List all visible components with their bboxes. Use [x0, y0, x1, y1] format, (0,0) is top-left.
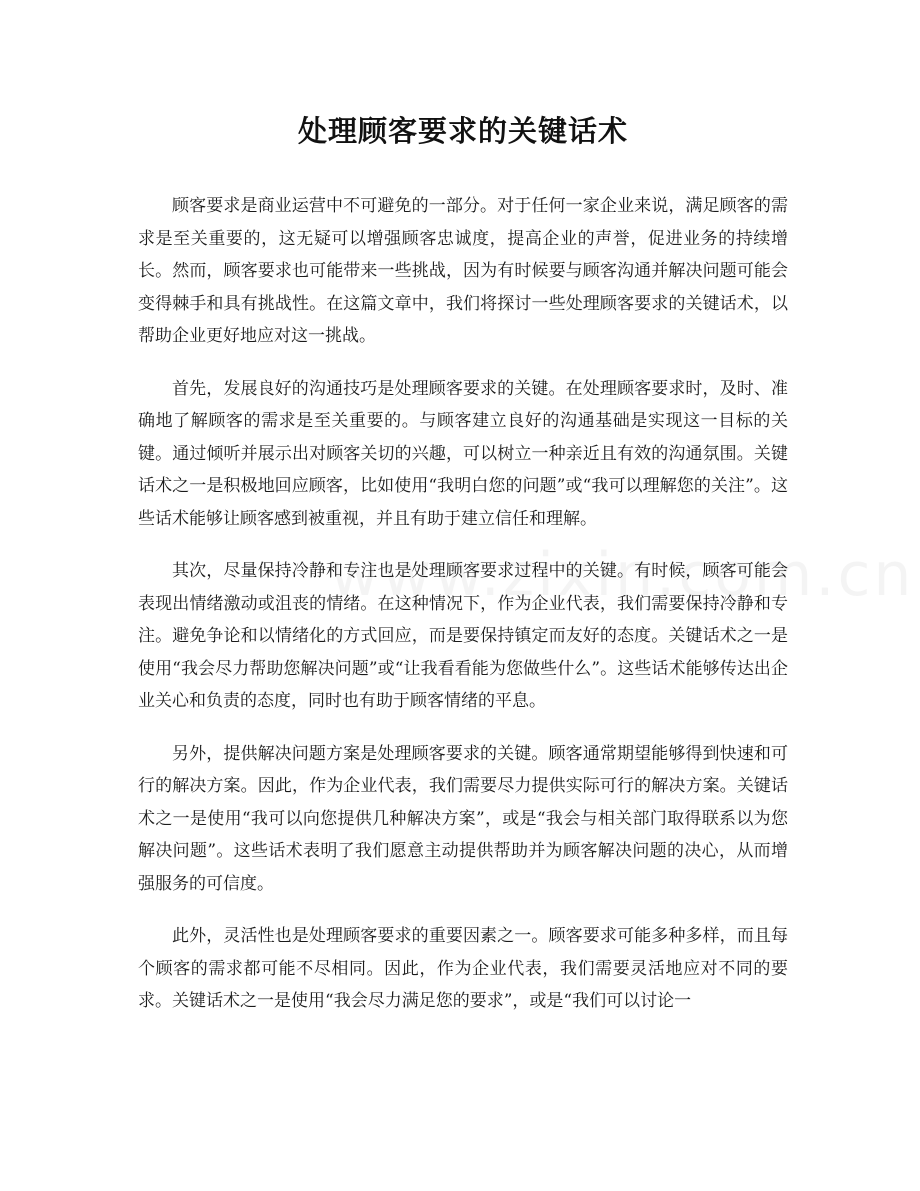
- document-title: 处理顾客要求的关键话术: [297, 114, 628, 148]
- paragraph-2: 首先，发展良好的沟通技巧是处理顾客要求的关键。在处理顾客要求时，及时、准确地了解顾客的需求是至关重要的。与顾客建立良好的沟通基础是实现这一目标的关键。通过倾听并展示出对顾客关切的兴趣，可以树立一种亲近且有效的沟通氛围。关键话术之一是积极地回应顾客，比如使用“我明白您的问题”或“我可以理解您的关注”。这些话术能够让顾客感到被重视，并且有助于建立信任和理解。: [138, 378, 788, 529]
- paragraph-1: 顾客要求是商业运营中不可避免的一部分。对于任何一家企业来说，满足顾客的需求是至关重要的，这无疑可以增强顾客忠诚度，提高企业的声誉，促进业务的持续增长。然而，顾客要求也可能带来一些挑战，因为有时候要与顾客沟通并解决问题可能会变得棘手和具有挑战性。在这篇文章中，我们将探讨一些处理顾客要求的关键话术，以帮助企业更好地应对这一挑战。: [138, 196, 788, 346]
- paragraph-3: 其次，尽量保持冷静和专注也是处理顾客要求过程中的关键。有时候，顾客可能会表现出情绪激动或沮丧的情绪。在这种情况下，作为企业代表，我们需要保持冷静和专注。避免争论和以情绪化的方式回应，而是要保持镇定而友好的态度。关键话术之一是使用“我会尽力帮助您解决问题”或“让我看看能为您做些什么”。这些话术能够传达出企业关心和负责的态度，同时也有助于顾客情绪的平息。: [138, 561, 788, 711]
- document-body: [138, 190, 788, 1018]
- paragraph-5: 此外，灵活性也是处理顾客要求的重要因素之一。顾客要求可能多种多样，而且每个顾客的需求都可能不尽相同。因此，作为企业代表，我们需要灵活地应对不同的要求。关键话术之一是使用“我会尽力满足您的要求”，或是“我们可以讨论一: [138, 926, 788, 1011]
- paragraph-4: 另外，提供解决问题方案是处理顾客要求的关键。顾客通常期望能够得到快速和可行的解决方案。因此，作为企业代表，我们需要尽力提供实际可行的解决方案。关键话术之一是使用“我可以向您提供几种解决方案”，或是“我会与相关部门取得联系以为您解决问题”。这些话术表明了我们愿意主动提供帮助并为顾客解决问题的决心，从而增强服务的可信度。: [138, 743, 788, 894]
